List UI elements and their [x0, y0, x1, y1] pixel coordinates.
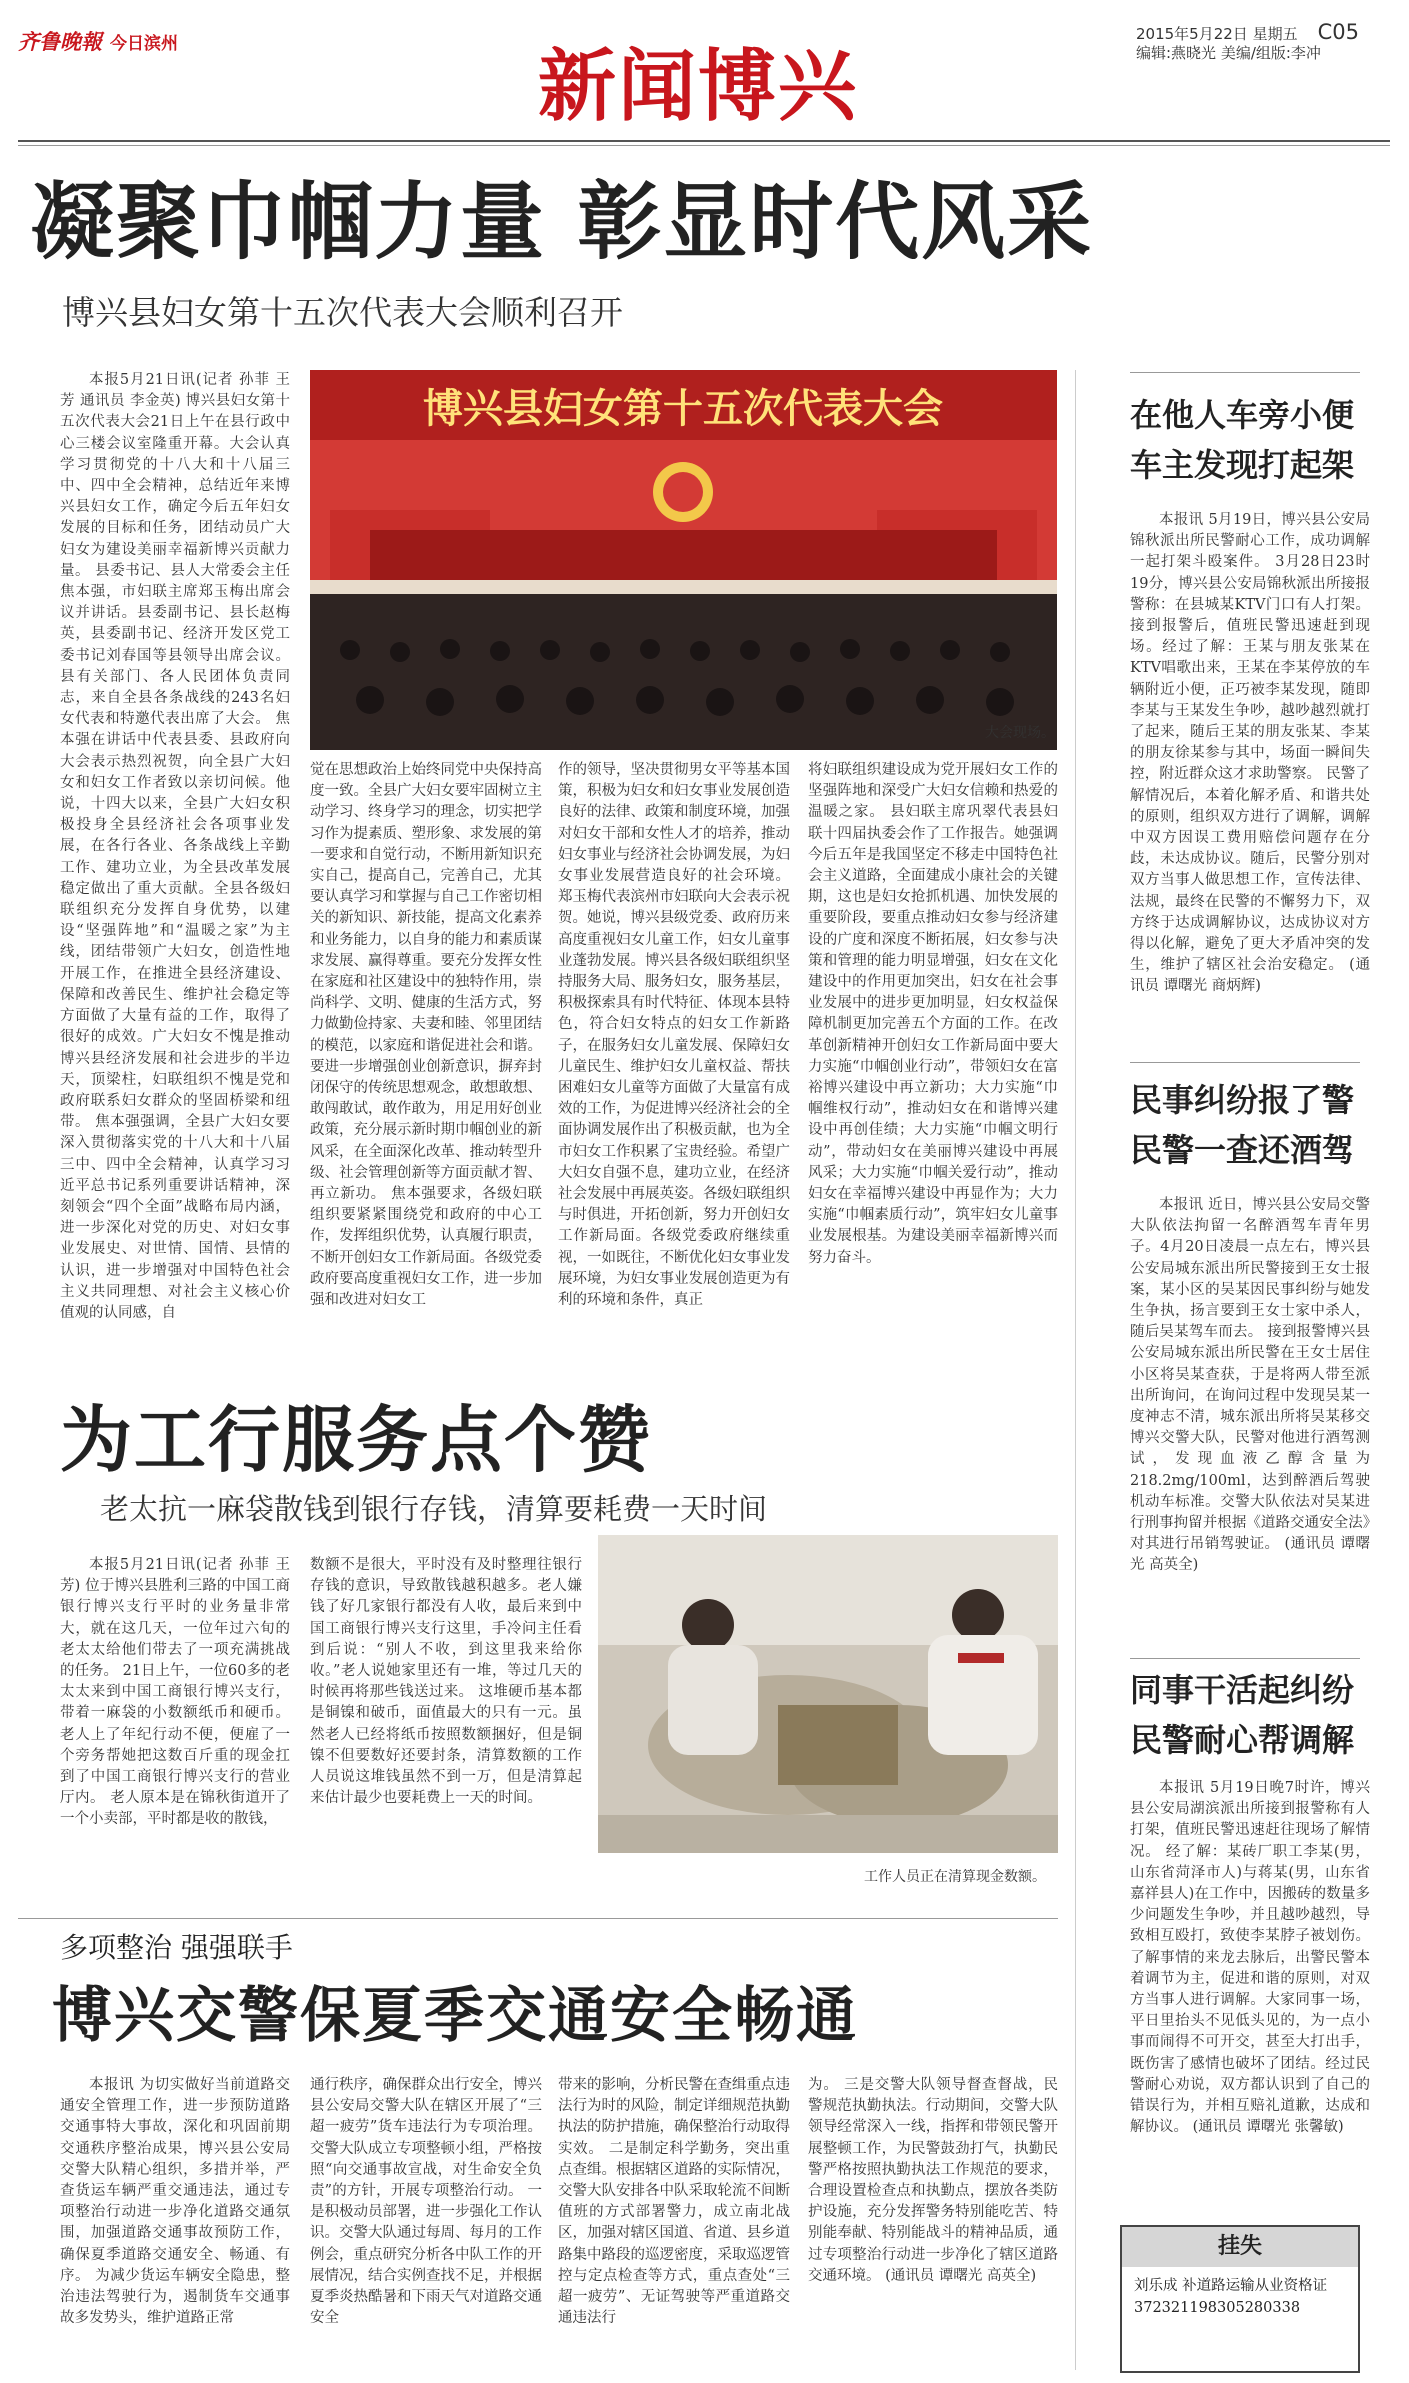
sidebar-story3-title: 同事干活起纠纷 民警耐心帮调解 — [1130, 1671, 1355, 1759]
story2-col2: 数额不是很大，平时没有及时整理往银行存钱的意识，导致散钱越积越多。老人嫌钱了好几家银行都没有人收，最后来到中国工商银行博兴支行这里，手冷问主任看到后说：“别人不收，到这里我来给你收。”老人说她家里还有一堆，等过几天的时候再将那些钱送过来。 这堆硬币基本都是铜镍和破币，面值最大的只有一元。虽然老人已经将纸币按照数额捆好，但是铜镍不但要数好还要封条，清算数额的工作人员说这堆钱虽然不到一万，但是清算起来估计最少也要耗费上一天的时间。 — [310, 1557, 582, 1807]
story1-photo-caption: 大会现场。 — [985, 725, 1055, 741]
photo-banner-text: 博兴县妇女第十五次代表大会 — [423, 385, 943, 432]
story3-col1: 本报讯 为切实做好当前道路交通安全管理工作，进一步预防道路交通事特大事故，深化和巩固前期交通秩序整治成果，博兴县公安局交警大队精心组织，多措并举，严查货运车辆严重交通违法，通过专项整治行动进一步净化道路交通氛围，加强道路交通事故预防工作，确保夏季道路交通安全、畅通、有序。 为减少货运车辆安全隐患，整治违法驾驶行为，遏制货车交通事故多发势头，维护道路正常 — [60, 2077, 290, 2327]
story3-col2: 通行秩序，确保群众出行安全，博兴县公安局交警大队在辖区开展了“三超一疲劳”货车违法行为专项治理。交警大队成立专项整顿小组，严格按照“向交通事故宣战，对生命安全负责”的方针，开展专项整治行动。 一是积极动员部署，进一步强化工作认识。交警大队通过每周、每月的工作例会，重点研究分析各中队工作的开展情况，结合实例查找不足，并根据夏季炎热酷暑和下雨天气对道路交通安全 — [310, 2077, 542, 2327]
editors-line: 编辑:燕晓光 美编/组版:李冲 — [1136, 44, 1321, 62]
story2-photo — [598, 1535, 1058, 1853]
story3-kicker: 多项整治 强强联手 — [60, 1931, 293, 1964]
paper-logo: 齐鲁晚報 今日滨州 — [18, 30, 178, 54]
sidebar-story1-title: 在他人车旁小便 车主发现打起架 — [1130, 396, 1355, 484]
sidebar-story2-title: 民事纠纷报了警 民警一查还酒驾 — [1130, 1081, 1355, 1169]
sidebar-story3-body: 本报讯 5月19日晚7时许，博兴县公安局湖滨派出所接到报警称有人打架，值班民警迅速赶往现场了解情况。 经了解：某砖厂职工李某(男，山东省菏泽市人)与蒋某(男，山东省嘉祥县人)在工作中，因搬砖的数量多少问题发生争吵，并且越吵越烈，导致相互殴打，致使李某脖子被划伤。 了解事情的来龙去脉后，出警民警本着调节为主，促进和谐的原则，对双方当事人进行调解。大家同事一场，平日里抬头不见低头见的，为一点小事而闹得不可开交，甚至大打出手，既伤害了感情也破坏了团结。经过民警耐心劝说，双方都认识到了自己的错误行为，并相互赔礼道歉，达成和解协议。 (通讯员 谭曙光 张馨敏) — [1130, 1780, 1370, 2136]
story3-col3: 带来的影响，分析民警在查缉重点违法行为时的风险，制定详细规范执勤执法的防护措施，确保整治行动取得实效。 二是制定科学勤务，突出重点查缉。根据辖区道路的实际情况，交警大队安排各中队采取轮流不间断值班的方式部署警力，成立南北战区，加强对辖区国道、省道、县乡道路集中路段的巡逻密度，采取巡逻管控与定点检查等方式，重点查处“三超一疲劳”、无证驾驶等严重道路交通违法行 — [558, 2077, 790, 2327]
story2-headline: 为工行服务点个赞 — [60, 1398, 653, 1482]
story2-subhead: 老太抗一麻袋散钱到银行存钱，清算要耗费一天时间 — [100, 1492, 768, 1526]
story1-col4: 将妇联组织建设成为党开展妇女工作的坚强阵地和深受广大妇女信赖和热爱的温暖之家。 县妇联主席巩翠代表县妇联十四届执委会作了工作报告。她强调今后五年是我国坚定不移走中国特色社会主义道路，全面建成小康社会的关键期，这也是妇女抢抓机遇、加快发展的重要阶段，要重点推动妇女参与经济建设的广度和深度不断拓展，妇女参与决策和管理的能力明显增强，妇女在文化建设中的作用更加突出，妇女在社会事业发展中的进步更加明显，妇女权益保障机制更加完善五个方面的工作。在改革创新精神开创妇女工作新局面中要大力实施“巾帼创业行动”，带领妇女在富裕博兴建设中再立新功；大力实施“巾帼维权行动”，推动妇女在和谐博兴建设中再创佳绩；大力实施“巾帼文明行动”，带动妇女在美丽博兴建设中再展风采；大力实施“巾帼关爱行动”，推动妇女在幸福博兴建设中再显作为；大力实施“巾帼素质行动”，筑牢妇女儿童事业发展根基。为建设美丽幸福新博兴而努力奋斗。 — [808, 762, 1058, 1266]
sidebar-story1-body: 本报讯 5月19日，博兴县公安局锦秋派出所民警耐心工作，成功调解一起打架斗殴案件。 3月28日23时19分，博兴县公安局锦秋派出所接报警称：在县城某KTV门口有人打架。接到报警后，值班民警迅速赶到现场。经过了解：王某与朋友张某在KTV唱歌出来，王某在李某停放的车辆附近小便，正巧被李某发现，随即李某与王某发生争吵，越吵越烈就打了起来，随后王某的朋友张某、李某的朋友徐某参与其中，场面一瞬间失控，附近群众这才求助警察。 民警了解情况后，本着化解矛盾、和谐共处的原则，组织双方进行了调解，调解中双方因误工费用赔偿问题存在分歧，未达成协议。随后，民警分别对双方当事人做思想工作，宣传法律、法规，最终在民警的不懈努力下，双方终于达成调解协议，达成协议对方得以化解，避免了更大矛盾冲突的发生，维护了辖区社会治安稳定。 (通讯员 谭曙光 商炳辉) — [1130, 512, 1370, 995]
story1-headline: 凝聚巾帼力量 彰显时代风采 — [30, 173, 1094, 271]
lost-notice-title: 挂失 — [1122, 2227, 1358, 2267]
sidebar-divider — [1075, 370, 1076, 2370]
date-line: 2015年5月22日 星期五 C05 — [1136, 20, 1359, 44]
story1-col2: 觉在思想政治上始终同党中央保持高度一致。全县广大妇女要牢固树立主动学习、终身学习的理念，切实把学习作为提素质、塑形象、求发展的第一要求和自觉行动，不断用新知识充实自己，提高自己，完善自己，尤其要认真学习和掌握与自己工作密切相关的新知识、新技能，提高文化素养和业务能力，以自身的能力和素质谋求发展、赢得尊重。要充分发挥女性在家庭和社区建设中的独特作用，崇尚科学、文明、健康的生活方式，努力做勤俭持家、夫妻和睦、邻里团结的模范，以家庭和谐促进社会和谐。要进一步增强创业创新意识，摒弃封闭保守的传统思想观念，敢想敢想、敢闯敢试，敢作敢为，用足用好创业政策，充分展示新时期巾帼创业的新风采，在全面深化改革、推动转型升级、社会管理创新等方面贡献才智、再立新功。 焦本强要求，各级妇联组织要紧紧围绕党和政府的中心工作，发挥组织优势，认真履行职责，不断开创妇女工作新局面。各级党委政府要高度重视妇女工作，进一步加强和改进对妇女工 — [310, 762, 542, 1309]
story1-col1: 本报5月21日讯(记者 孙菲 王芳 通讯员 李金英) 博兴县妇女第十五次代表大会21日上午在县行政中心三楼会议室隆重开幕。大会认真学习贯彻党的十八大和十八届三中、四中全会精神，总结近年来博兴县妇女工作，确定今后五年妇女发展的目标和任务，团结动员广大妇女为建设美丽幸福新博兴贡献力量。 县委书记、县人大常委会主任焦本强，市妇联主席郑玉梅出席会议并讲话。县委副书记、县长赵梅英，县委副书记、经济开发区党工委书记刘春国等县领导出席会议。县有关部门、各人民团体负责同志，来自全县各条战线的243名妇女代表和特邀代表出席了大会。 焦本强在讲话中代表县委、县政府向大会表示热烈祝贺，向全县广大妇女和妇女工作者致以亲切问候。他说，十四大以来，全县广大妇女积极投身全县经济社会各项事业发展，在各行各业、各条战线上辛勤工作、建功立业，为全县改革发展稳定做出了重大贡献。全县各级妇联组织充分发挥自身优势，以建设“坚强阵地”和“温暖之家”为主线，团结带领广大妇女，创造性地开展工作，在推进全县经济建设、保障和改善民生、维护社会稳定等方面做了大量有益的工作，取得了很好的成效。广大妇女不愧是推动博兴县经济发展和社会进步的半边天，顶梁柱，妇联组织不愧是党和政府联系妇女群众的坚固桥梁和纽带。 焦本强强调，全县广大妇女要深入贯彻落实党的十八大和十八届三中、四中全会精神，认真学习习近平总书记系列重要讲话精神，深刻领会“四个全面”战略布局内涵，进一步深化对党的历史、对妇女事业发展史、对世情、国情、县情的认识，进一步增强对中国特色社会主义共同理想、对社会主义核心价值观的认同感，自 — [60, 372, 290, 1321]
story2-col1: 本报5月21日讯(记者 孙菲 王芳) 位于博兴县胜利三路的中国工商银行博兴支行平时的业务量非常大，就在这几天，一位年过六旬的老太太给他们带去了一项充满挑战的任务。 21日上午，一位60多的老太太来到中国工商银行博兴支行，带着一麻袋的小数额纸币和硬币。老人上了年纪行动不便，便雇了一个旁务帮她把这数百斤重的现金扛到了中国工商银行博兴支行的营业厅内。 老人原本是在锦秋街道开了一个小卖部，平时都是收的散钱， — [60, 1557, 290, 1828]
story1-subhead: 博兴县妇女第十五次代表大会顺利召开 — [62, 293, 623, 332]
masthead-rule-thin — [18, 145, 1390, 146]
sidebar-rule-2 — [1130, 1062, 1360, 1063]
sidebar-rule-3 — [1130, 1658, 1360, 1659]
story3-headline: 博兴交警保夏季交通安全畅通 — [52, 1981, 858, 2051]
masthead-rule — [18, 140, 1390, 142]
sidebar-story2-body: 本报讯 近日，博兴县公安局交警大队依法拘留一名醉酒驾车青年男子。4月20日凌晨一点左右，博兴县公安局城东派出所民警接到王女士报案，某小区的吴某因民事纠纷与她发生争执，扬言要到王女士家中杀人，随后吴某驾车而去。 接到报警博兴县公安局城东派出所民警在王女士居住小区将吴某查获，于是将两人带至派出所询问，在询问过程中发现吴某一度神志不清，城东派出所将吴某移交博兴交警大队，民警对他进行酒驾测试，发现血液乙醇含量为218.2mg/100ml，达到醉酒后驾驶机动车标准。交警大队依法对吴某进行刑事拘留并根据《道路交通安全法》对其进行吊销驾驶证。 (通讯员 谭曙光 高英全) — [1130, 1197, 1370, 1574]
story3-col4: 为。 三是交警大队领导督查督战，民警规范执勤执法。行动期间，交警大队领导经常深入一线，指挥和带领民警开展整顿工作，为民警鼓劲打气，执勤民警严格按照执勤执法工作规范的要求，合理设置检查点和执勤点，摆放各类防护设施，充分发挥警务特别能吃苦、特别能奉献、特别能战斗的精神品质，通过专项整治行动进一步净化了辖区道路交通环境。 (通讯员 谭曙光 高英全) — [808, 2077, 1058, 2284]
story1-photo — [310, 370, 1057, 750]
paper-sub: 今日滨州 — [110, 34, 178, 54]
sidebar-top-rule — [1130, 372, 1360, 373]
money-count-photo — [598, 1535, 1058, 1853]
story1-col3: 作的领导，坚决贯彻男女平等基本国策，积极为妇女和妇女事业发展创造良好的法律、政策和制度环境，加强对妇女干部和女性人才的培养，推动妇女事业与经济社会协调发展，为妇女事业发展营造良好的社会环境。 郑玉梅代表滨州市妇联向大会表示祝贺。她说，博兴县级党委、政府历来高度重视妇女儿童工作，妇女儿童事业蓬勃发展。博兴县各级妇联组织坚持服务大局、服务妇女，服务基层，积极探索具有时代特征、体现本县特色，符合妇女特点的妇女工作新路子，在服务妇女儿童发展、保障妇女儿童民生、维护妇女儿童权益、帮扶困难妇女儿童等方面做了大量富有成效的工作，为促进博兴经济社会的全面协调发展作出了积极贡献，也为全市妇女工作积累了宝贵经验。希望广大妇女自强不息，建功立业，在经济社会发展中再展英姿。各级妇联组织与时俱进，开拓创新，努力开创妇女工作新局面。各级党委政府继续重视，一如既往，不断优化妇女事业发展环境，为妇女事业发展创造更为有利的环境和条件，真正 — [558, 762, 790, 1309]
story3-top-rule — [18, 1918, 1058, 1919]
lost-notice-box — [1120, 2225, 1360, 2373]
page-number: C05 — [1317, 20, 1359, 44]
conference-photo — [310, 370, 1057, 750]
section-title: 新闻博兴 — [538, 41, 859, 132]
lost-notice-body: 刘乐成 补道路运输从业资格证 372321198305280338 — [1134, 2278, 1328, 2316]
story2-photo-caption: 工作人员正在清算现金数额。 — [864, 1869, 1046, 1885]
